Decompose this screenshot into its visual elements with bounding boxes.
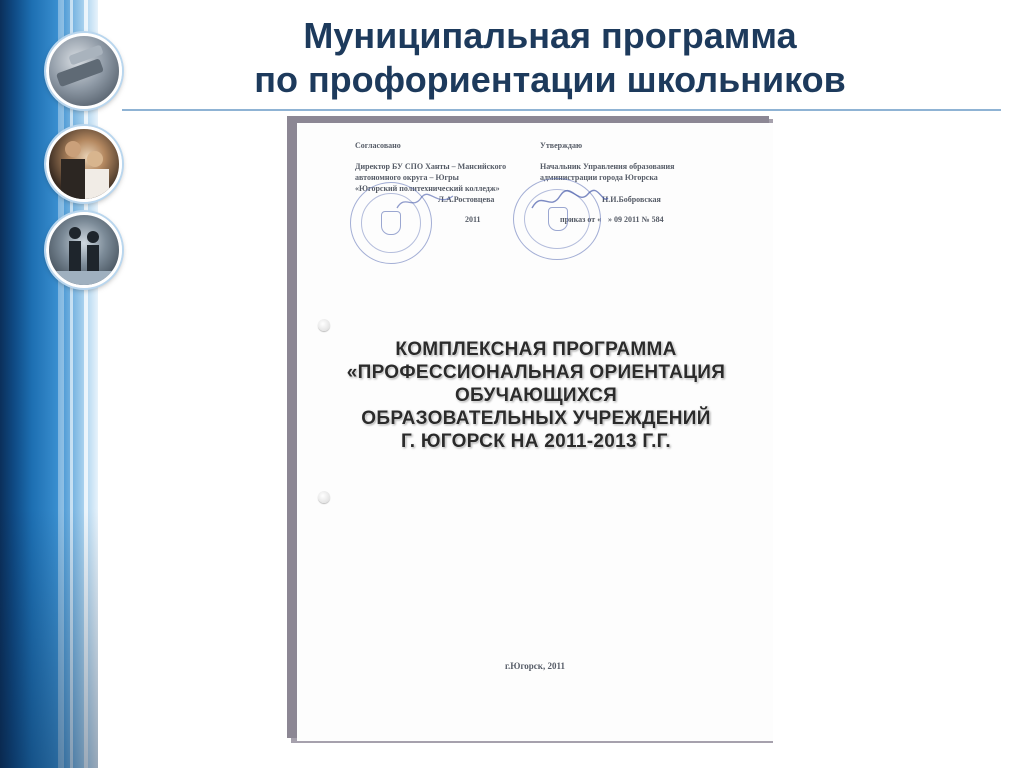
approval-right-line: Начальник Управления образования bbox=[540, 162, 675, 171]
approval-right-heading: Утверждаю bbox=[540, 141, 583, 150]
walking-people-photo-icon bbox=[46, 212, 122, 288]
program-title-line: КОМПЛЕКСНАЯ ПРОГРАММА bbox=[395, 339, 677, 360]
program-title-line: Г. ЮГОРСК НА 2011-2013 Г.Г. bbox=[401, 431, 671, 452]
slide-title-line-1: Муниципальная программа bbox=[303, 15, 797, 56]
program-title-line: ОБРАЗОВАТЕЛЬНЫХ УЧРЕЖДЕНИЙ bbox=[361, 408, 711, 429]
approval-left-line: автономного округа – Югры bbox=[355, 173, 459, 182]
approval-left-date: 2011 bbox=[465, 215, 481, 224]
signature-mark bbox=[395, 190, 455, 214]
title-divider bbox=[122, 109, 1001, 111]
slide-title bbox=[120, 14, 980, 102]
punch-hole bbox=[318, 319, 330, 331]
program-title-line: ОБУЧАЮЩИХСЯ bbox=[454, 385, 618, 406]
program-title-line: «ПРОФЕССИОНАЛЬНАЯ ОРИЕНТАЦИЯ bbox=[346, 362, 726, 383]
punch-hole bbox=[318, 491, 330, 503]
approval-left-heading: Согласовано bbox=[355, 141, 401, 150]
order-prefix: приказ от « bbox=[560, 215, 602, 224]
office-objects-photo-icon bbox=[46, 33, 122, 109]
left-decorative-band bbox=[0, 0, 98, 768]
program-title bbox=[331, 338, 741, 453]
approval-right-line: Н.И.Бобровская bbox=[602, 195, 661, 204]
approval-left-line: Л.А.Ростовцева bbox=[438, 195, 495, 204]
slide-title-line-2: по профориентации школьников bbox=[254, 59, 846, 100]
approval-left-line: «Югорский политехнический колледж» bbox=[355, 184, 500, 193]
approval-left-line: Директор БУ СПО Ханты – Мансийского bbox=[355, 162, 507, 171]
order-date-number: » 09 2011 № 584 bbox=[608, 215, 664, 224]
signature-mark bbox=[530, 186, 610, 216]
approval-right-line: администрации города Югорска bbox=[540, 173, 658, 182]
business-people-photo-icon bbox=[46, 126, 122, 202]
document-footer: г.Югорск, 2011 bbox=[504, 661, 565, 671]
